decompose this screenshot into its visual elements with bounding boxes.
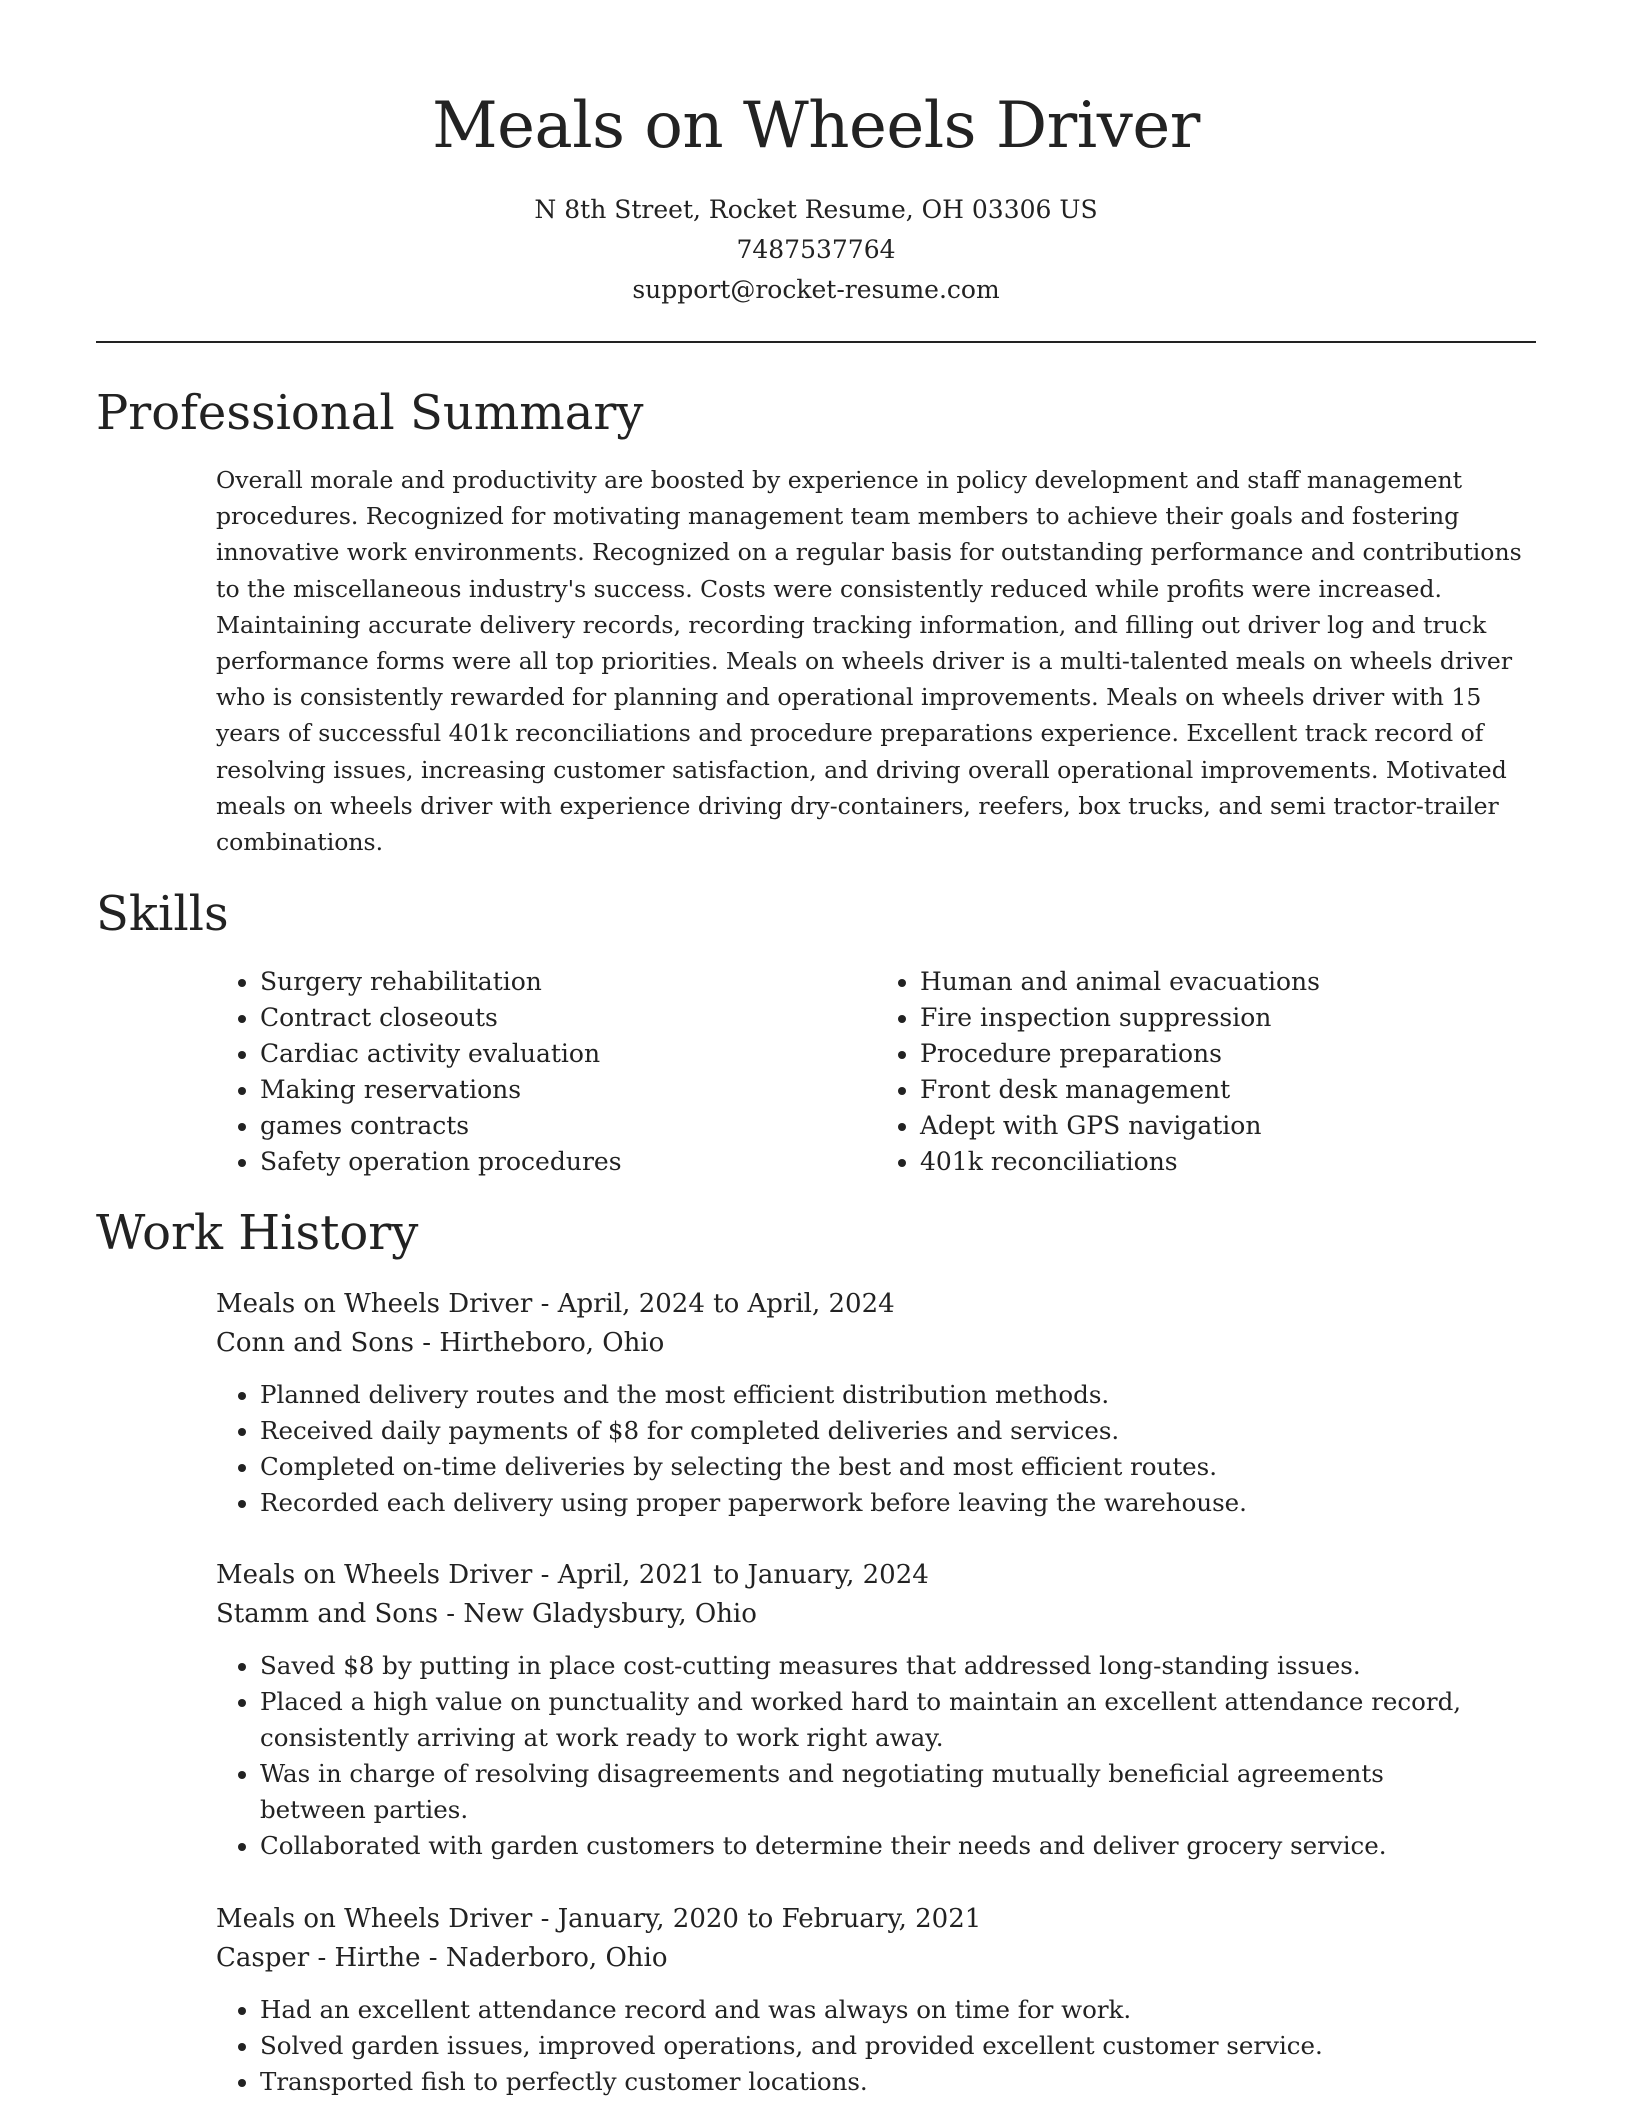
job-bullet: • Received daily payments of $8 for completed deliveries and services. [260,1413,1490,1449]
job-bullets [216,1377,1490,1521]
skill-item: • Surgery rehabilitation [260,964,876,1000]
contact-block [0,190,1632,310]
job-role: Meals on Wheels Driver [216,1904,533,1934]
job-dates: April, 2021 to January, 2024 [557,1560,929,1590]
skills-column-left [216,964,876,1180]
separator: - [420,1943,446,1973]
resume-header [0,0,1632,310]
job-role: Meals on Wheels Driver [216,1560,533,1590]
skill-item: • games contracts [260,1108,876,1144]
separator: - [414,1328,440,1358]
job-company-line [216,1595,1536,1634]
job-bullet: • Saved $8 by putting in place cost-cutting measures that addressed long-standing issues. [260,1648,1490,1684]
job-role: Meals on Wheels Driver [216,1289,533,1319]
skill-item: • Safety operation procedures [260,1144,876,1180]
separator: - [532,1289,558,1319]
job-bullet: • Had an excellent attendance record and was always on time for work. [260,1992,1490,2028]
job-company-line [216,1324,1536,1363]
skill-item: • Front desk management [920,1072,1536,1108]
job-title-line [216,1556,1536,1595]
job-bullets [216,1648,1490,1864]
phone: 7487537764 [736,235,896,264]
separator: - [532,1560,558,1590]
skill-item: • Making reservations [260,1072,876,1108]
summary-text: Overall morale and productivity are boosted by experience in policy development and staff management procedures. Recognized for motivating management team members to achieve their goals and fostering innovative work environments. Recognized on a regular basis for outstanding performance and contributions to the miscellaneous industry's success. Costs were consistently reduced while profits were increased. Maintaining accurate delivery records, recording tracking information, and filling out driver log and truck performance forms were all top priorities. Meals on wheels driver is a multi-talented meals on wheels driver who is consistently rewarded for planning and operational improvements. Meals on wheels driver with 15 years of successful 401k reconciliations and procedure preparations experience. Excellent track record of resolving issues, increasing customer satisfaction, and driving overall operational improvements. Motivated meals on wheels driver with experience driving dry-containers, reefers, box trucks, and semi tractor-trailer combinations. [216,466,1522,857]
job-bullet: • Planned delivery routes and the most efficient distribution methods. [260,1377,1490,1413]
skills-list [216,964,1536,1180]
skills-heading: Skills [96,886,229,942]
skill-item: • Cardiac activity evaluation [260,1036,876,1072]
job-title-line [216,1285,1536,1324]
job-title-line [216,1900,1536,1939]
job-bullet: • Placed a high value on punctuality and worked hard to maintain an excellent attendance record, consistently arriving at work ready to work right away. [260,1684,1490,1756]
job-bullet: • Solved garden issues, improved operations, and provided excellent customer service. [260,2028,1490,2064]
job-bullet: • Recorded each delivery using proper paperwork before leaving the warehouse. [260,1485,1490,1521]
candidate-name: Meals on Wheels Driver [432,89,1200,163]
separator: - [438,1599,464,1629]
job-location: New Gladysbury, Ohio [463,1599,757,1629]
job-bullet: • Collaborated with garden customers to determine their needs and deliver grocery service. [260,1828,1490,1864]
header-divider [96,341,1536,343]
job-company: Casper - Hirthe [216,1943,421,1973]
job-bullet: • Transported fish to perfectly customer locations. [260,2064,1490,2100]
job-bullet: • Completed on-time deliveries by selecting the best and most efficient routes. [260,1449,1490,1485]
skill-item: • Fire inspection suppression [920,1000,1536,1036]
skill-item: • Contract closeouts [260,1000,876,1036]
work-history-heading: Work History [96,1205,419,1261]
job-company: Conn and Sons [216,1328,415,1358]
job-bullets [216,1992,1490,2100]
job-entry [216,1900,1536,2100]
skill-item: • 401k reconciliations [920,1144,1536,1180]
job-company: Stamm and Sons [216,1599,439,1629]
email: support@rocket-resume.com [632,275,1000,304]
job-bullet: • Was in charge of resolving disagreements and negotiating mutually beneficial agreements between parties. [260,1756,1490,1828]
separator: - [532,1904,558,1934]
job-location: Hirtheboro, Ohio [439,1328,665,1358]
job-company-line [216,1939,1536,1978]
summary-heading: Professional Summary [96,385,644,441]
job-location: Naderboro, Ohio [445,1943,668,1973]
skill-item: • Human and animal evacuations [920,964,1536,1000]
job-entry [216,1556,1536,1864]
skill-item: • Adept with GPS navigation [920,1108,1536,1144]
skill-item: • Procedure preparations [920,1036,1536,1072]
job-dates: January, 2020 to February, 2021 [557,1904,982,1934]
job-entry [216,1285,1536,1521]
job-dates: April, 2024 to April, 2024 [557,1289,895,1319]
skills-column-right [876,964,1536,1180]
address: N 8th Street, Rocket Resume, OH 03306 US [534,195,1098,224]
